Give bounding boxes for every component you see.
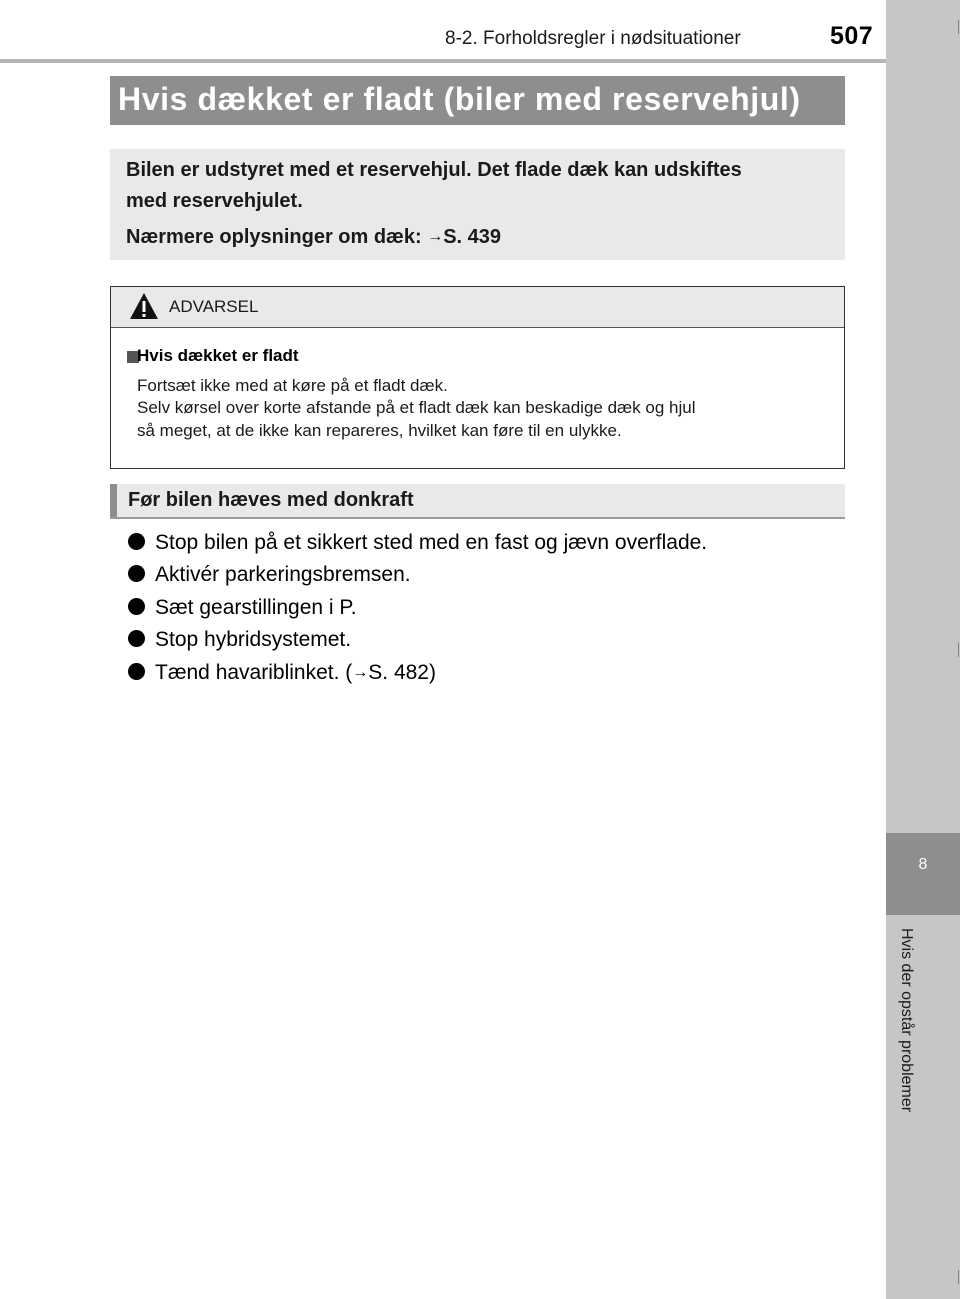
list-item-text: Sæt gearstillingen i P. <box>155 596 357 619</box>
tick-mark <box>958 643 959 657</box>
chapter-tab[interactable] <box>886 833 960 915</box>
bullet-dot-icon <box>128 533 145 550</box>
warning-box <box>110 286 845 469</box>
subheading-accent <box>110 484 117 517</box>
list-item-text: Tænd havariblinket. ( <box>155 661 353 684</box>
list-item <box>128 661 436 685</box>
page-number: 507 <box>830 22 874 50</box>
intro-line: Bilen er udstyret med et reservehjul. Det flade dæk kan udskiftes <box>126 159 742 181</box>
warning-subheading: Hvis dækket er fladt <box>137 346 299 365</box>
subheading: Før bilen hæves med donkraft <box>128 489 414 511</box>
warning-label: ADVARSEL <box>169 297 259 316</box>
list-item <box>128 628 351 652</box>
list-item <box>128 563 411 587</box>
arrow-right-icon: → <box>352 664 369 681</box>
arrow-right-icon: → <box>427 228 444 245</box>
bullet-dot-icon <box>128 630 145 647</box>
intro-reference-text: Nærmere oplysninger om dæk: <box>126 226 428 248</box>
intro-line: med reservehjulet. <box>126 190 303 212</box>
title-bar <box>110 76 845 125</box>
warning-text: Fortsæt ikke med at køre på et fladt dæk. <box>137 376 448 395</box>
chapter-number: 8 <box>918 856 928 873</box>
list-item-text: Aktivér parkeringsbremsen. <box>155 563 411 586</box>
bullet-dot-icon <box>128 565 145 582</box>
intro-box <box>110 149 845 260</box>
warning-text: så meget, at de ikke kan repareres, hvilket kan føre til en ulykke. <box>137 421 622 440</box>
tick-mark <box>958 1270 959 1284</box>
warning-text: Selv kørsel over korte afstande på et fladt dæk kan beskadige dæk og hjul <box>137 398 696 417</box>
bullet-dot-icon <box>128 663 145 680</box>
chapter-title: Hvis der opstår problemer <box>898 928 915 1113</box>
intro-reference-line <box>126 226 501 249</box>
list-item <box>128 596 357 620</box>
list-item-text: Stop bilen på et sikkert sted med en fast og jævn overflade. <box>155 531 708 554</box>
hazard-page-link[interactable]: S. 482) <box>368 661 436 684</box>
list-item <box>128 531 707 555</box>
intro-page-link[interactable]: S. 439 <box>443 226 502 248</box>
section-header: 8-2. Forholdsregler i nødsituationer <box>445 28 741 49</box>
warning-triangle-icon <box>129 292 159 320</box>
header-rule <box>0 59 886 63</box>
page-title: Hvis dækket er fladt (biler med reservehjul) <box>118 81 801 117</box>
subheading-bar <box>110 484 845 519</box>
warning-header <box>111 287 844 328</box>
tick-mark <box>958 20 959 34</box>
list-item-text: Stop hybridsystemet. <box>155 628 352 651</box>
bullet-dot-icon <box>128 598 145 615</box>
